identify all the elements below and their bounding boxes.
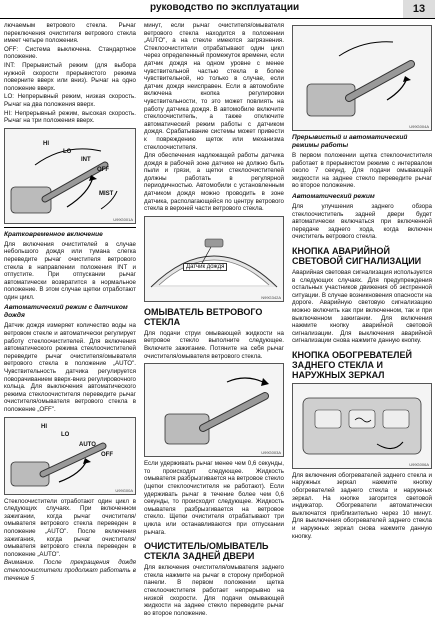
figure-code: U99G006A: [409, 461, 429, 467]
paragraph: В первом положении щетка стеклоочистителя работает в прерывистом режиме с интервалом около 7 секунд. Для подачи омывающей жидкости на заднее стекло переведите рычаг во второе положение.: [292, 152, 432, 190]
figure-code: U99G004A: [409, 124, 429, 129]
divider: [4, 227, 136, 228]
dashboard-buttons-illustration: [293, 384, 431, 468]
figure-code: U99G00A: [115, 487, 133, 493]
section-heading: Автоматический режим: [292, 192, 375, 200]
switch-label: LO: [61, 431, 70, 438]
note: Внимание. После прекращения дождя стеклоочистители продолжат работать в течение 5: [4, 559, 136, 582]
paragraph: Для улучшения заднего обзора стеклоочиститель задней двери будет автоматически включаться при включенной передаче заднего хода, когда включен очиститель ветрового стекла.: [292, 202, 432, 241]
paragraph: INT: Прерывистый режим (для выбора нужной скорости прерывистого режима поверните вверх или вниз). Рычаг на одно положение вверх.: [4, 61, 136, 92]
paragraph: Для включения очистителей в случае небольшого дождя или тумана слегка переведите рычаг очистителя ветрового стекла в направлении положения INT и отпустите. При отпускании рычаг автоматически возвратится в нормальное положение. В этом случае щетки отработают один цикл.: [4, 240, 136, 301]
paragraph: LO: Непрерывный режим, низкая скорость. Рычаг на два положения вверх.: [4, 93, 136, 108]
section-heading: ОЧИСТИТЕЛЬ/ОМЫВАТЕЛЬ СТЕКЛА ЗАДНЕЙ ДВЕРИ: [144, 541, 269, 562]
paragraph: Для подачи струи омывающей жидкости на ветровое стекло выполните следующее. Включите зажигание. Потяните на себя рычаг очистителя/омывателя ветрового стекла.: [144, 329, 284, 360]
section-heading: ОМЫВАТЕЛЬ ВЕТРОВОГО СТЕКЛА: [144, 306, 263, 327]
figure-code: N99G342A: [261, 294, 281, 300]
section-heading: Автоматический режим с датчиком дождя: [4, 304, 128, 320]
section-heading: КНОПКА ОБОГРЕВАТЕЛЕЙ ЗАДНЕГО СТЕКЛА И НАРУЖНЫХ ЗЕРКАЛ: [292, 349, 412, 380]
switch-label: INT: [81, 156, 91, 163]
figure-washer-lever: [144, 363, 284, 457]
figure-wiper-switch: [4, 128, 136, 224]
column-left: [4, 22, 136, 583]
switch-label: HI: [43, 140, 49, 147]
paragraph: Стеклоочистители отработают один цикл в следующих случаях. При включенном зажигании, когда рычаг очистителя/омывателя ветрового стекла переведен в положение „AUTO". После включения зажигания, когда рычаг очистителя/омывателя ветрового стекла переведен в положение „AUTO".: [4, 497, 136, 558]
figure-heater-button: [292, 383, 432, 469]
section-heading: Кратковременное включение: [4, 230, 103, 238]
column-right: [292, 22, 432, 541]
switch-label: HI: [41, 423, 47, 430]
washer-lever-illustration: [145, 364, 283, 456]
paragraph: Датчик дождя измеряет количество воды на ветровом стекле и автоматически регулирует работу стеклоочистителей. Для включения автоматического режима стеклоочистителей переведите рычаг очистителя/омывателя ветрового стекла в положение „AUTO". Чувствительность датчика регулируется поворачиванием вверх-вниз регулировочного кольца. Для выключения автоматического режима стеклоочистителя переведите рычаг очистителя/омывателя ветрового стекла в положение „OFF".: [4, 322, 136, 413]
switch-label: AUTO: [79, 441, 96, 448]
switch-label: OFF: [101, 451, 113, 458]
auto-switch-illustration: [5, 418, 135, 494]
switch-label: MIST: [99, 190, 114, 197]
wiper-switch-illustration: [5, 129, 135, 223]
figure-rear-wiper: [292, 25, 432, 131]
paragraph: Для обеспечения надлежащей работы датчика дождя в рабочей зоне датчике не должно быть пыли и грязи, а щетки стеклоочистителей должны работать в регулярной периодичностью. Автомобили с установленным датчиком дождя можно проводить в зоне датчика, располагающейся по центру ветрового стекла в верхней части ветрового стекла.: [144, 152, 284, 213]
paragraph: HI: Непрерывный режим, высокая скорость. Рычаг на три положения вверх.: [4, 109, 136, 125]
paragraph: Для включения обогревателей заднего стекла и наружных зеркал нажмите кнопку обогревателей заднего стекла и наружных зеркал. На кнопке загорится световой индикатор. Обогреватели автоматически выключатся приблизительно через 10 минут. Для выключения обогревателей заднего стекла и наружных зеркал снова нажмите данную кнопку.: [292, 471, 432, 540]
page-header: [0, 0, 435, 19]
paragraph: Если удерживать рычаг менее чем 0,6 секунды, то происходит следующее. Жидкость омывателя разбрызгивается на ветровое стекло (щетки стеклоочистителя не работают). Если удерживать рычаг в течение более чем 0,6 секунды, то происходит следующее. Жидкость омывателя разбрызгивается на ветровое стекло. Щетки очистителя отрабатывают три цикла или останавливаются при отпускании рычага.: [144, 460, 284, 536]
running-title: руководство по эксплуатации: [150, 2, 300, 13]
paragraph: Для включения очистителя/омывателя заднего стекла нажмите на рычаг в сторону приборной панели. В первом положении щетка стеклоочистителя работает непрерывно на низкой скорости. Для подачи омывающей жидкости на заднее стекло переведите рычаг во второе положение.: [144, 564, 284, 617]
figure-code: U99G003A: [261, 450, 281, 456]
section-heading: Прерывистый и автоматический режимы работы: [292, 134, 408, 149]
figure-code: U99G001A: [113, 216, 133, 222]
callout-rain-sensor: Датчик дождя: [183, 263, 227, 271]
paragraph: минут, если рычаг очистителя/омывателя ветрового стекла находится в положении „AUTO", а на стекле имеются загрязнения. Стеклоочистители отрабатывают один цикл через определенный промежуток времени, если датчик дождя на одном уровне с менее чувствительной частью стекла в более чувствительной, но только в случае, если датчик дождя неисправен. Если в автомобиле включена кнопка регулировки чувствительности, то это может повлиять на работу датчика дождя. В автомобиле включите стеклоочиститель, а также отключите автоматический режим работы с датчиком дождя. Срабатывание системы может привести к повреждению щеток или механизма стеклоочистителя.: [144, 22, 284, 151]
figure-auto-switch: [4, 417, 136, 495]
windshield-illustration: [145, 217, 283, 301]
paragraph: OFF: Система выключена. Стандартное положение.: [4, 45, 136, 61]
switch-label: OFF: [97, 166, 109, 173]
paragraph: лючаемым ветрового стекла. Рычаг переключения очистителя ветрового стекла имеет четыре положения.: [4, 22, 136, 45]
page-number: 13: [403, 0, 435, 18]
rear-wiper-illustration: [293, 26, 431, 130]
figure-rain-sensor: [144, 216, 284, 302]
switch-label: LO: [63, 148, 72, 155]
column-middle: [144, 22, 284, 618]
section-heading: КНОПКА АВАРИЙНОЙ СВЕТОВОЙ СИГНАЛИЗАЦИИ: [292, 245, 422, 266]
paragraph: Аварийная световая сигнализация используется в следующих случаях. Для предупреждения остальных участников движения об экстренной ситуации. В случае возникновения опасности на дороге. Аварийную световую сигнализацию можно включить как при включенном, так и при выключенном зажигании. Для включения нажмите кнопку аварийной световой сигнализации. Для выключения аварийной сигнализации снова нажмите данную кнопку.: [292, 268, 432, 345]
